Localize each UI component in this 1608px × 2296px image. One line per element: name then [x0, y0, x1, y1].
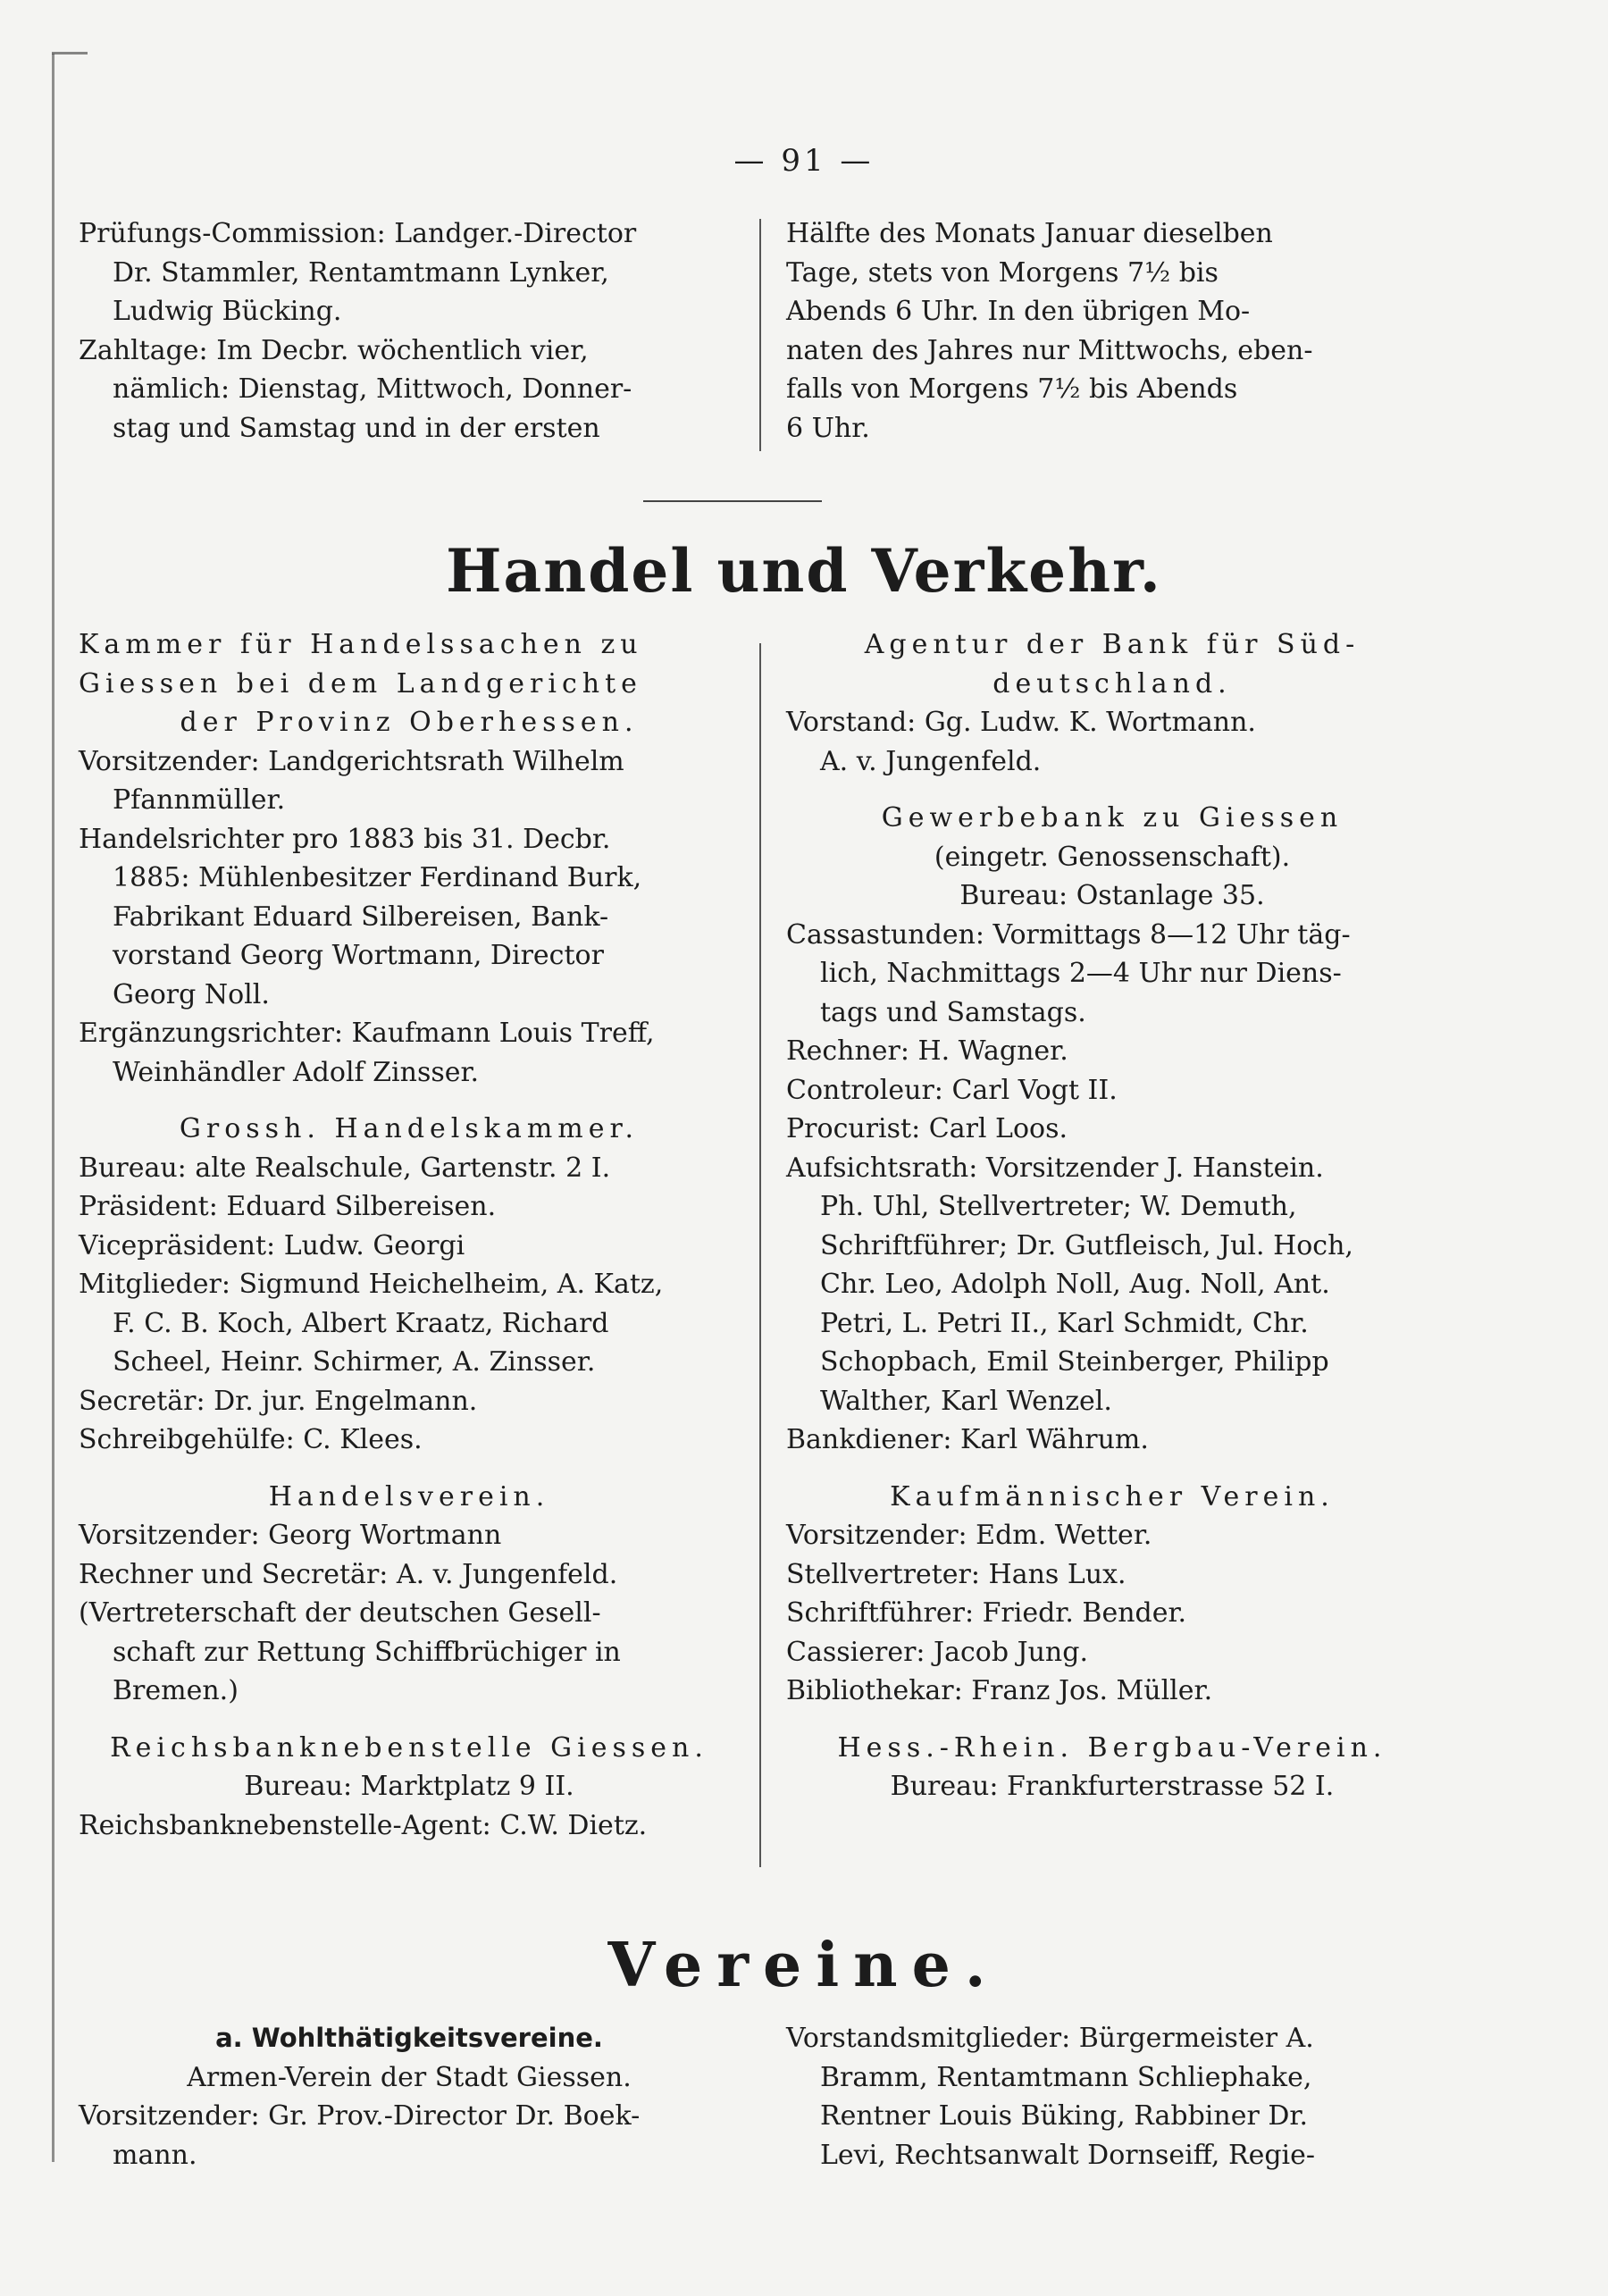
heading-agentur: Agentur der Bank für Süd-: [864, 629, 1361, 660]
text-line: Pfannmüller.: [113, 784, 286, 816]
text-line: Bureau: Frankfurterstrasse 52 I.: [890, 1771, 1335, 1802]
heading-kammer: Giessen bei dem Landgerichte: [79, 667, 642, 700]
text-line: (Vertreterschaft der deutschen Gesell-: [79, 1597, 601, 1629]
text-line: Petri, L. Petri II., Karl Schmidt, Chr.: [820, 1307, 1309, 1339]
text-line: Bremen.): [113, 1675, 239, 1706]
text-line: Vorsitzender: Georg Wortmann: [79, 1520, 502, 1551]
text-line: Bureau: alte Realschule, Gartenstr. 2 I.: [79, 1152, 611, 1184]
text-line: Controleur: Carl Vogt II.: [786, 1074, 1118, 1106]
text-line: Tage, stets von Morgens 7½ bis: [786, 256, 1219, 289]
text-line: Abends 6 Uhr. In den übrigen Mo-: [786, 296, 1251, 327]
text-line: 6 Uhr.: [786, 412, 870, 444]
text-line: Rentner Louis Büking, Rabbiner Dr.: [820, 2100, 1308, 2132]
text-line: Vorsitzender: Landgerichtsrath Wilhelm: [79, 745, 624, 777]
heading-handelsverein: Handelsverein.: [268, 1480, 550, 1513]
page-number: — 91 —: [733, 143, 875, 179]
text-line: Bramm, Rentamtmann Schliephake,: [820, 2061, 1312, 2093]
text-line: Zahltage: Im Decbr. wöchentlich vier,: [79, 334, 589, 366]
text-line: Prüfungs-Commission: Landger.-Director: [79, 218, 637, 249]
text-line: Vorstandsmitglieder: Bürgermeister A.: [786, 2023, 1314, 2054]
text-line: mann.: [113, 2139, 197, 2171]
text-line: schaft zur Rettung Schiffbrüchiger in: [113, 1636, 621, 1668]
text-line: 1885: Mühlenbesitzer Ferdinand Burk,: [113, 862, 642, 893]
vereine-left-column: [79, 2019, 740, 2174]
text-line: Schreibgehülfe: C. Klees.: [79, 1424, 423, 1455]
text-line: Ph. Uhl, Stellvertreter; W. Demuth,: [820, 1191, 1297, 1222]
heading-kammer: der Provinz Oberhessen.: [180, 707, 639, 738]
text-line: tags und Samstags.: [820, 996, 1086, 1028]
text-line: Vorsitzender: Edm. Wetter.: [786, 1520, 1152, 1551]
text-line: Ludwig Bücking.: [113, 296, 342, 327]
text-line: Reichsbanknebenstelle-Agent: C.W. Dietz.: [79, 1809, 648, 1841]
text-line: Rechner und Secretär: A. v. Jungenfeld.: [79, 1558, 618, 1590]
column-divider: [759, 643, 761, 1867]
text-line: Cassierer: Jacob Jung.: [786, 1636, 1088, 1668]
text-line: vorstand Georg Wortmann, Director: [113, 940, 604, 971]
vereine-right-column: [786, 2019, 1438, 2174]
heading-kaufmaennischer-verein: Kaufmännischer Verein.: [890, 1480, 1335, 1513]
section-title-handel: Handel und Verkehr.: [446, 536, 1162, 606]
text-line: Weinhändler Adolf Zinsser.: [113, 1056, 480, 1088]
text-line: stag und Samstag und in der ersten: [113, 412, 600, 444]
text-line: Cassastunden: Vormittags 8—12 Uhr täg-: [786, 918, 1351, 951]
heading-gewerbebank: Gewerbebank zu Giessen: [881, 802, 1344, 834]
page-edge-mark: [52, 52, 88, 54]
section-rule: [643, 500, 822, 502]
text-line: Walther, Karl Wenzel.: [820, 1385, 1112, 1417]
text-line: Schriftführer: Friedr. Bender.: [786, 1597, 1187, 1629]
text-line: Handelsrichter pro 1883 bis 31. Decbr.: [79, 823, 611, 855]
top-right-column: [786, 214, 1438, 448]
text-line: (eingetr. Genossenschaft).: [934, 841, 1291, 873]
text-line: A. v. Jungenfeld.: [820, 745, 1042, 777]
text-line: Schopbach, Emil Steinberger, Philipp: [820, 1346, 1329, 1378]
text-line: Vorsitzender: Gr. Prov.-Director Dr. Boek-: [79, 2100, 641, 2132]
page-left-edge: [52, 54, 54, 2162]
text-line: Präsident: Eduard Silbereisen.: [79, 1191, 497, 1222]
text-line: falls von Morgens 7½ bis Abends: [786, 373, 1238, 405]
text-line: lich, Nachmittags 2—4 Uhr nur Diens-: [820, 958, 1342, 989]
text-line: Hälfte des Monats Januar dieselben: [786, 218, 1273, 249]
text-line: Procurist: Carl Loos.: [786, 1113, 1068, 1144]
heading-kammer: Kammer für Handelssachen zu: [79, 629, 643, 660]
text-line: Aufsichtsrath: Vorsitzender J. Hanstein.: [786, 1152, 1324, 1184]
top-left-column: [79, 214, 740, 448]
text-line: Scheel, Heinr. Schirmer, A. Zinsser.: [113, 1346, 596, 1378]
heading-bergbau-verein: Hess.-Rhein. Bergbau-Verein.: [837, 1731, 1387, 1764]
text-line: nämlich: Dienstag, Mittwoch, Donner-: [113, 373, 632, 405]
heading-wohlthaetigkeitsvereine: a. Wohlthätigkeitsvereine.: [215, 2023, 603, 2053]
handel-right-column: [786, 625, 1438, 1806]
heading-agentur: deutschland.: [992, 667, 1232, 700]
text-line: Vorstand: Gg. Ludw. K. Wortmann.: [786, 707, 1256, 738]
text-line: Schriftführer; Dr. Gutfleisch, Jul. Hoch,: [820, 1229, 1353, 1261]
text-line: Ergänzungsrichter: Kaufmann Louis Treff,: [79, 1018, 655, 1049]
text-line: naten des Jahres nur Mittwochs, eben-: [786, 334, 1313, 366]
heading-reichsbank: Reichsbanknebenstelle Giessen.: [110, 1731, 708, 1764]
text-line: F. C. B. Koch, Albert Kraatz, Richard: [113, 1307, 609, 1339]
text-line: Bankdiener: Karl Währum.: [786, 1424, 1149, 1455]
heading-grossh: Grossh. Handelskammer.: [179, 1113, 640, 1144]
text-line: Chr. Leo, Adolph Noll, Aug. Noll, Ant.: [820, 1269, 1330, 1300]
text-line: Dr. Stammler, Rentamtmann Lynker,: [113, 256, 609, 289]
text-line: Levi, Rechtsanwalt Dornseiff, Regie-: [820, 2139, 1316, 2171]
text-line: Vicepräsident: Ludw. Georgi: [79, 1229, 465, 1261]
handel-left-column: [79, 625, 740, 1845]
text-line: Bureau: Ostanlage 35.: [959, 880, 1265, 911]
column-divider: [759, 219, 761, 451]
text-line: Stellvertreter: Hans Lux.: [786, 1558, 1126, 1590]
text-line: Mitglieder: Sigmund Heichelheim, A. Katz,: [79, 1269, 664, 1300]
text-line: Secretär: Dr. jur. Engelmann.: [79, 1385, 478, 1417]
heading-armen-verein: Armen-Verein der Stadt Giessen.: [187, 2061, 632, 2093]
text-line: Bibliothekar: Franz Jos. Müller.: [786, 1675, 1213, 1706]
text-line: Bureau: Marktplatz 9 II.: [244, 1771, 574, 1802]
section-title-vereine: Vereine.: [607, 1930, 1001, 2001]
text-line: Fabrikant Eduard Silbereisen, Bank-: [113, 901, 609, 933]
text-line: Georg Noll.: [113, 978, 270, 1010]
text-line: Rechner: H. Wagner.: [786, 1035, 1068, 1067]
